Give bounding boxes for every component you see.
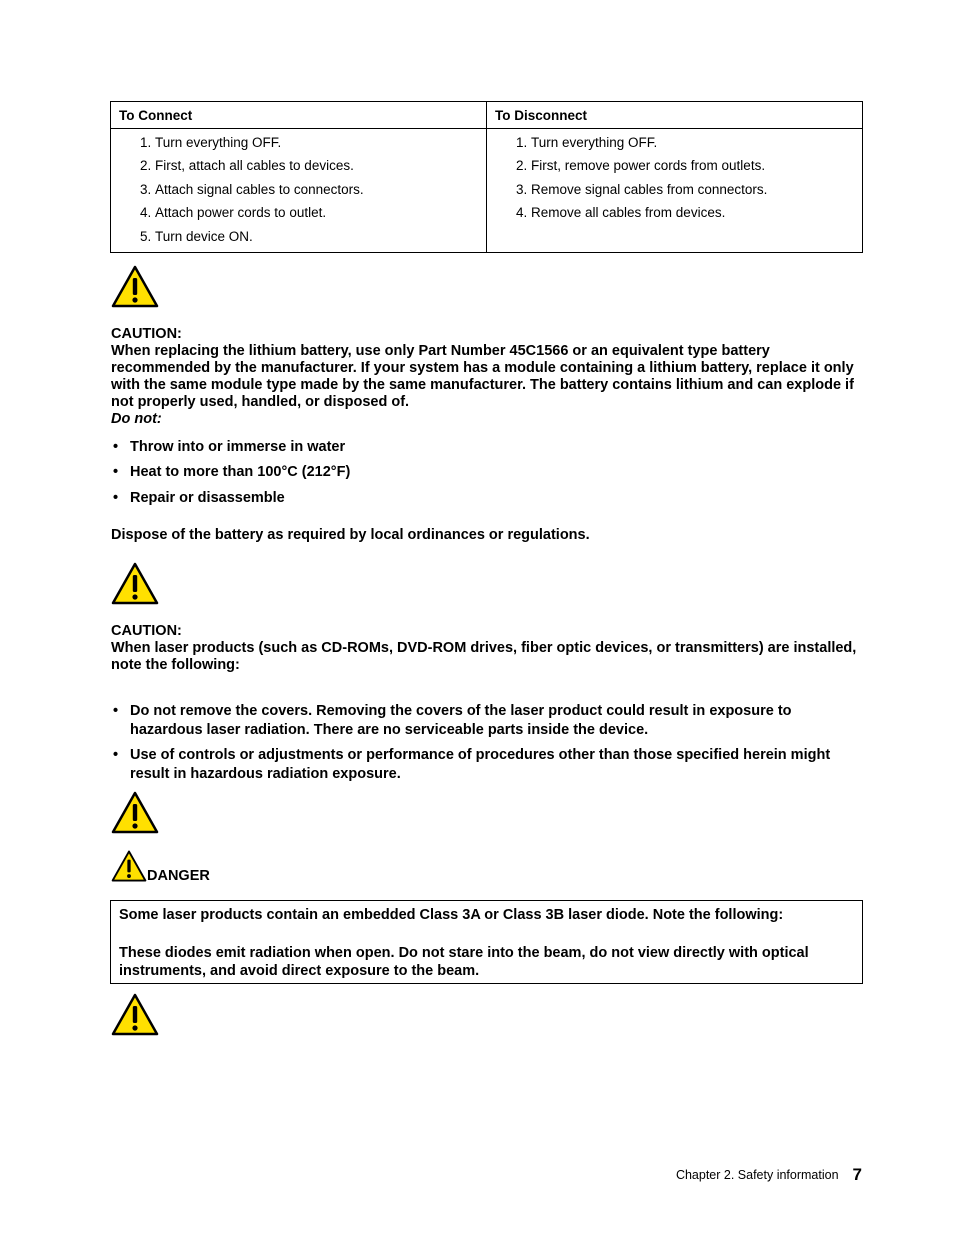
- connect-step: 3. Attach signal cables to connectors.: [155, 178, 478, 201]
- warning-icon: [111, 562, 159, 605]
- do-not-label: Do not:: [111, 411, 162, 427]
- battery-caution: [111, 326, 863, 428]
- connect-step: 2. First, attach all cables to devices.: [155, 154, 478, 177]
- warning-icon: [111, 993, 159, 1036]
- connect-steps-cell: [111, 129, 487, 253]
- disconnect-step: 1. Turn everything OFF.: [531, 131, 854, 154]
- warning-icon: [111, 791, 159, 834]
- disconnect-steps-list: [495, 131, 854, 225]
- warning-icon: [111, 265, 159, 308]
- connection-table: [110, 101, 863, 253]
- connect-header: To Connect: [111, 102, 487, 129]
- danger-line-1: Some laser products contain an embedded Class 3A or Class 3B laser diode. Note the following:: [119, 907, 784, 923]
- disconnect-step: 4. Remove all cables from devices.: [531, 201, 854, 224]
- caution-text: When laser products (such as CD-ROMs, DVD-ROM drives, fiber optic devices, or transmitters) are installed, note the following:: [111, 640, 857, 673]
- danger-line-2: These diodes emit radiation when open. Do not stare into the beam, do not view directly with optical instruments, and avoid direct exposure to the beam.: [119, 945, 809, 979]
- list-item: • Throw into or immerse in water: [111, 439, 851, 456]
- disconnect-step: 2. First, remove power cords from outlets.: [531, 154, 854, 177]
- chapter-title: Chapter 2. Safety information: [675, 1168, 839, 1182]
- caution-label: CAUTION:: [111, 623, 182, 639]
- connect-step: 5. Turn device ON.: [155, 225, 478, 248]
- connect-step: 4. Attach power cords to outlet.: [155, 201, 478, 224]
- battery-do-not-list: [111, 439, 851, 507]
- disconnect-header: To Disconnect: [487, 102, 863, 129]
- list-item: • Heat to more than 100°C (212°F): [111, 464, 851, 481]
- danger-icon: [111, 850, 147, 882]
- danger-notice-box: [110, 900, 863, 984]
- disconnect-steps-cell: [487, 129, 863, 253]
- laser-list: [111, 702, 851, 784]
- list-item: • Repair or disassemble: [111, 490, 851, 507]
- page-number: 7: [852, 1165, 862, 1184]
- laser-caution: [111, 623, 863, 674]
- connect-step: 1. Turn everything OFF.: [155, 131, 478, 154]
- page-footer: [600, 1164, 862, 1184]
- disconnect-step: 3. Remove signal cables from connectors.: [531, 178, 854, 201]
- connect-steps-list: [119, 131, 478, 248]
- danger-label: DANGER: [147, 868, 210, 884]
- caution-text: When replacing the lithium battery, use only Part Number 45C1566 or an equivalent type battery recommended by the manufacturer. If your system has a module containing a lithium battery, replace it only with the same module type made by the same manufacturer. The battery contains lithium and can explode if not properly used, handled, or disposed of.: [111, 343, 854, 410]
- caution-label: CAUTION:: [111, 326, 182, 342]
- list-item: • Use of controls or adjustments or performance of procedures other than those specified herein might result in hazardous radiation exposure.: [111, 746, 851, 784]
- dispose-note: Dispose of the battery as required by local ordinances or regulations.: [111, 527, 590, 543]
- list-item: • Do not remove the covers. Removing the covers of the laser product could result in exposure to hazardous laser radiation. There are no serviceable parts inside the device.: [111, 702, 851, 740]
